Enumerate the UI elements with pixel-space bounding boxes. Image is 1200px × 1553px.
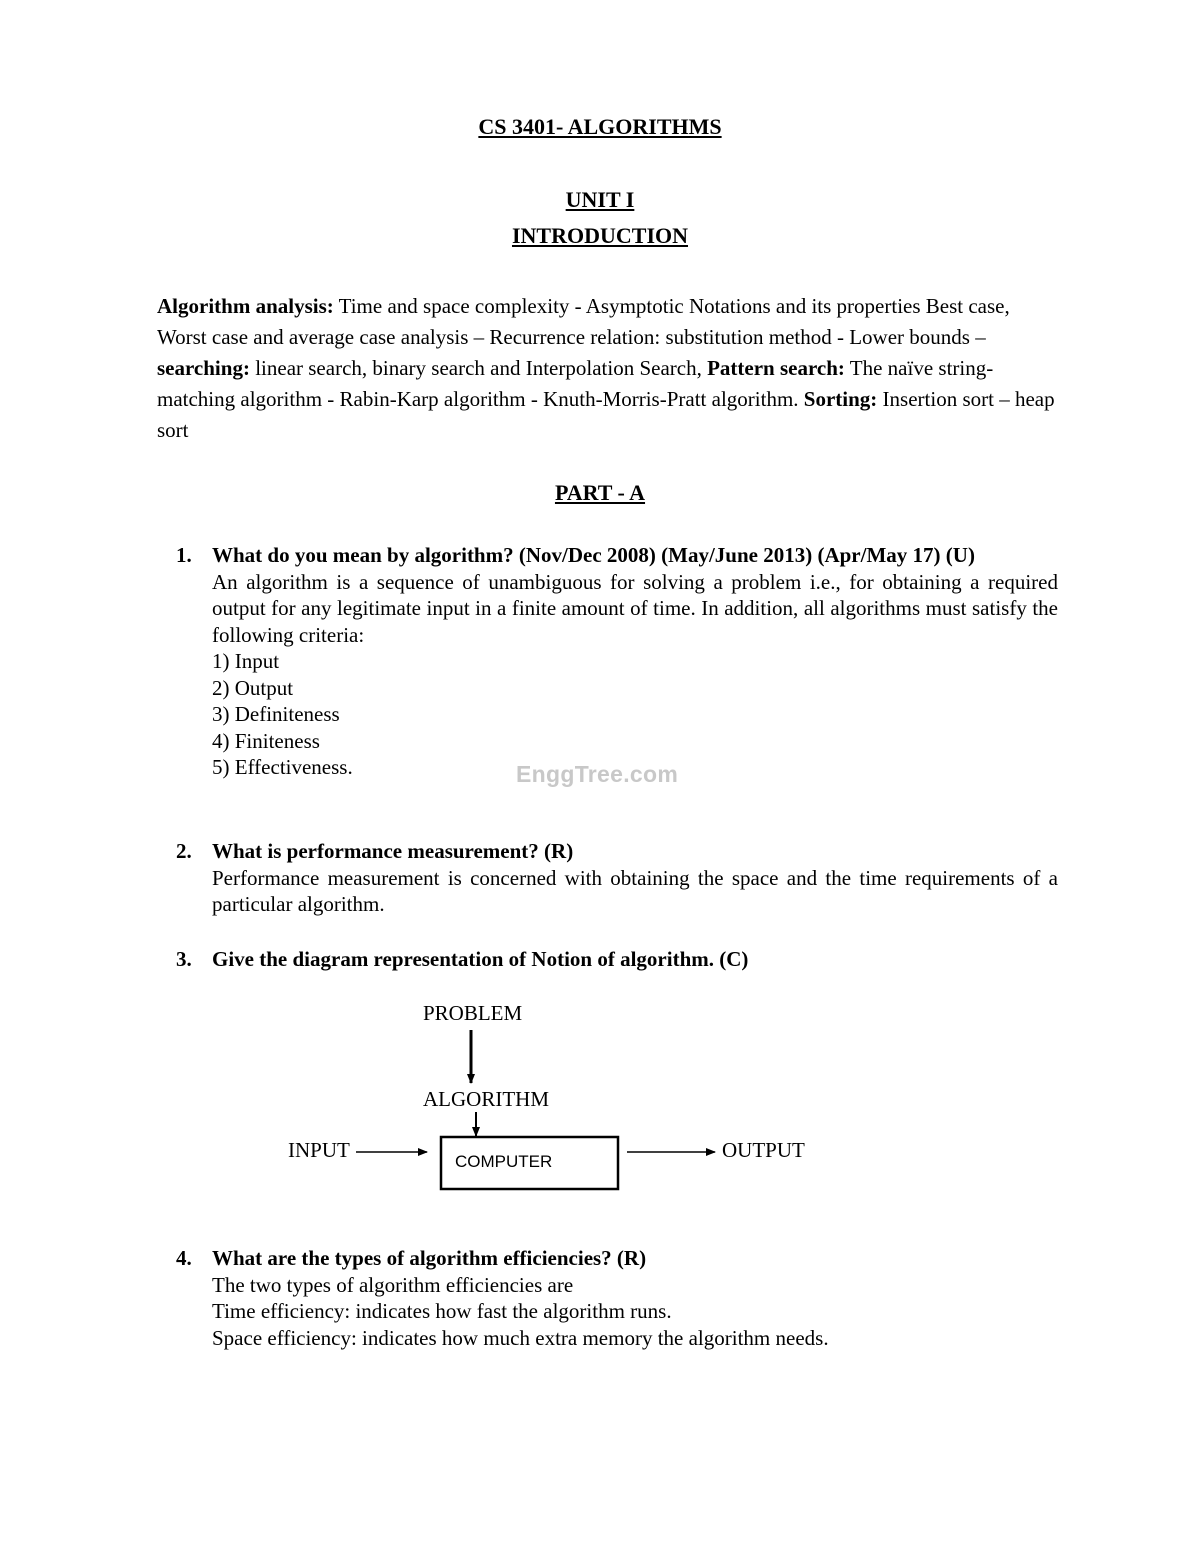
syllabus-label-pattern: Pattern search: [707, 356, 845, 380]
question-1 [176, 542, 1058, 781]
diagram-problem-label: PROBLEM [423, 1001, 523, 1025]
criteria-item: 5) Effectiveness. [212, 755, 353, 779]
part-heading: PART - A [554, 480, 646, 505]
criteria-item: 1) Input [212, 649, 280, 673]
diagram-output-label: OUTPUT [722, 1138, 805, 1162]
syllabus-label-sorting: Sorting: [803, 387, 878, 411]
unit-title: INTRODUCTION [511, 223, 689, 248]
criteria-item: 3) Definiteness [212, 702, 340, 726]
question-4 [176, 1245, 1058, 1351]
question-number: 1. [176, 543, 192, 567]
question-2 [176, 838, 1058, 918]
answer-text: An algorithm is a sequence of unambiguous for solving a problem i.e., for obtaining a required output for any legitimate input in a finite amount of time. In addition, all algorithms must satisfy the following criteria: [212, 569, 1058, 647]
syllabus-label-searching: searching: [157, 356, 250, 380]
question-3 [176, 946, 1058, 973]
answer-text: Performance measurement is concerned with obtaining the space and the time requirements of a particular algorithm. [212, 865, 1058, 916]
criteria-item: 4) Finiteness [212, 728, 320, 753]
question-text: Give the diagram representation of Notion of algorithm. (C) [212, 947, 749, 971]
diagram-algorithm-label: ALGORITHM [423, 1087, 549, 1111]
answer-line: Time efficiency: indicates how fast the algorithm runs. [212, 1299, 672, 1323]
answer-line: Space efficiency: indicates how much extra memory the algorithm needs. [212, 1325, 829, 1350]
syllabus-text-sorting: Insertion sort – heap sort [157, 387, 1055, 442]
syllabus-paragraph [157, 291, 1057, 446]
question-text: What are the types of algorithm efficiencies? (R) [212, 1246, 647, 1270]
syllabus-label-analysis: Algorithm analysis: [157, 294, 334, 318]
course-title: CS 3401- ALGORITHMS [478, 114, 722, 139]
syllabus-text-analysis: Time and space complexity - Asymptotic Notations and its properties Best case, Worst case and average case analysis – Recurrence relation: substitution method - Lower bounds – [157, 294, 1010, 349]
syllabus-text-pattern: The naïve string- matching algorithm - Rabin-Karp algorithm - Knuth-Morris-Pratt algorithm. [157, 356, 994, 411]
syllabus-text-searching: linear search, binary search and Interpolation Search, [249, 356, 708, 380]
answer-line: The two types of algorithm efficiencies are [212, 1272, 574, 1297]
question-text: What do you mean by algorithm? (Nov/Dec 2008) (May/June 2013) (Apr/May 17) (U) [212, 543, 975, 567]
question-text: What is performance measurement? (R) [212, 839, 574, 863]
watermark: EnggTree.com [516, 761, 679, 787]
diagram-computer-label: COMPUTER [455, 1152, 553, 1171]
question-number: 2. [176, 839, 192, 863]
diagram-input-label: INPUT [288, 1138, 350, 1162]
unit-heading: UNIT I [565, 187, 635, 212]
criteria-item: 2) Output [212, 675, 294, 700]
question-number: 3. [176, 947, 192, 971]
question-number: 4. [176, 1246, 192, 1270]
